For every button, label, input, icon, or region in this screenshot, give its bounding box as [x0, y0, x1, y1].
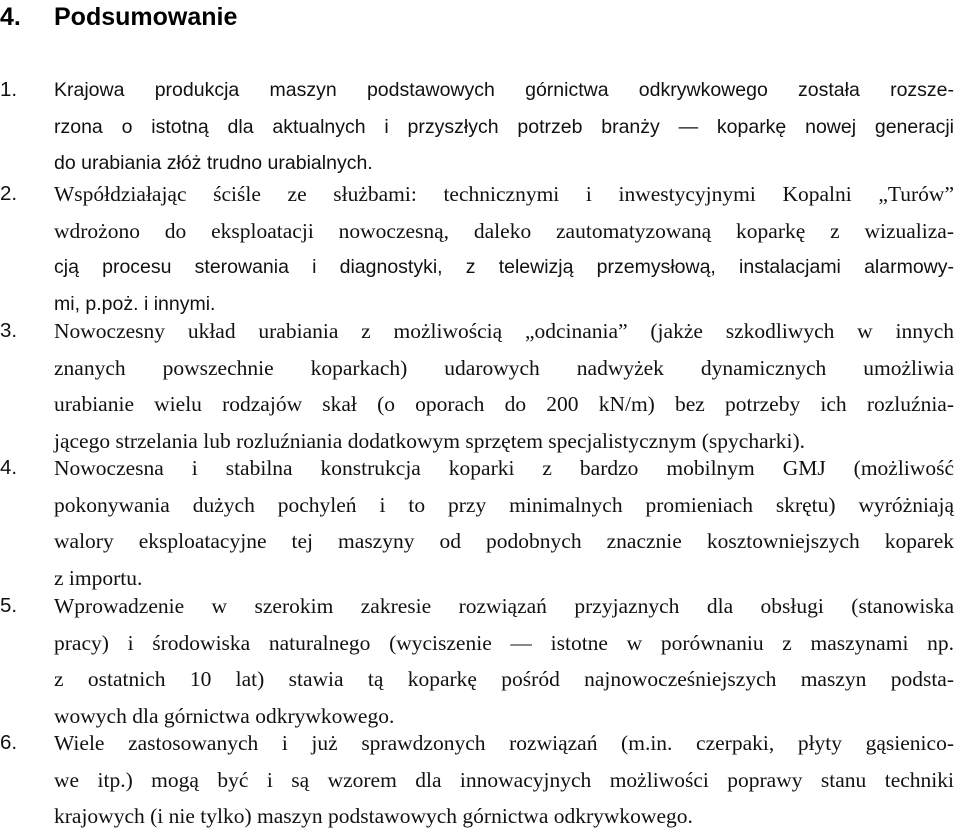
- list-item-line: Współdziałając ściśle ze służbami: technicznymi i inwestycyjnymi Kopalni „Turów”: [54, 182, 954, 206]
- list-item-line: rzona o istotną dla aktualnych i przyszłych potrzeb branży — koparkę nowej generacji: [54, 115, 954, 138]
- list-item-line: urabianie wielu rodzajów skał (o oporach do 200 kN/m) bez potrzeby ich rozluźnia-: [54, 392, 954, 416]
- list-item-number: 6.: [0, 731, 18, 754]
- list-item-line: pokonywania dużych pochyleń i to przy minimalnych promieniach skrętu) wyróżniają: [54, 492, 954, 517]
- list-item-number: 4.: [0, 456, 18, 479]
- list-item-line: do urabiania złóż trudno urabialnych.: [54, 152, 373, 174]
- list-item-line: mi, p.poż. i innymi.: [54, 292, 216, 315]
- list-item-line: cją procesu sterowania i diagnostyki, z telewizją przemysłową, instalacjami alarmowy-: [54, 256, 954, 278]
- list-item-line: wdrożono do eksploatacji nowoczesną, daleko zautomatyzowaną koparkę z wizualiza-: [54, 218, 954, 243]
- section-number: 4.: [0, 2, 21, 31]
- section-heading: [0, 0, 237, 34]
- list-item-line: z importu.: [54, 565, 143, 590]
- list-item-line: Krajowa produkcja maszyn podstawowych górnictwa odkrywkowego została rozsze-: [54, 79, 954, 101]
- list-item-line: jącego strzelania lub rozluźniania dodatkowym sprzętem specjalistycznym (spycharki).: [54, 428, 806, 453]
- list-item-line: pracy) i środowiska naturalnego (wyciszenie — istotne w porównaniu z maszynami np.: [54, 630, 954, 655]
- list-item-number: 1.: [0, 78, 18, 101]
- list-item-line: Wiele zastosowanych i już sprawdzonych rozwiązań (m.in. czerpaki, płyty gąsienico-: [54, 731, 954, 755]
- list-item-number: 3.: [0, 319, 18, 342]
- list-item-number: 2.: [0, 182, 18, 205]
- list-item-line: krajowych (i nie tylko) maszyn podstawowych górnictwa odkrywkowego.: [54, 804, 693, 828]
- list-item-line: Wprowadzenie w szerokim zakresie rozwiązań przyjaznych dla obsługi (stanowiska: [54, 594, 954, 618]
- list-item-line: znanych powszechnie koparkach) udarowych nadwyżek dynamicznych umożliwia: [54, 355, 954, 380]
- list-item-line: z ostatnich 10 lat) stawia tą koparkę pośród najnowocześniejszych maszyn podsta-: [54, 667, 954, 691]
- list-item-line: Nowoczesna i stabilna konstrukcja koparki z bardzo mobilnym GMJ (możliwość: [54, 456, 954, 480]
- list-item-line: walory eksploatacyjne tej maszyny od podobnych znacznie kosztowniejszych koparek: [54, 529, 954, 553]
- section-title: Podsumowanie: [54, 2, 238, 31]
- list-item-line: Nowoczesny układ urabiania z możliwością „odcinania” (jakże szkodliwych w innych: [54, 319, 954, 343]
- list-item-number: 5.: [0, 594, 18, 617]
- list-item-line: wowych dla górnictwa odkrywkowego.: [54, 703, 395, 728]
- list-item-line: we itp.) mogą być i są wzorem dla innowacyjnych możliwości poprawy stanu techniki: [54, 767, 954, 792]
